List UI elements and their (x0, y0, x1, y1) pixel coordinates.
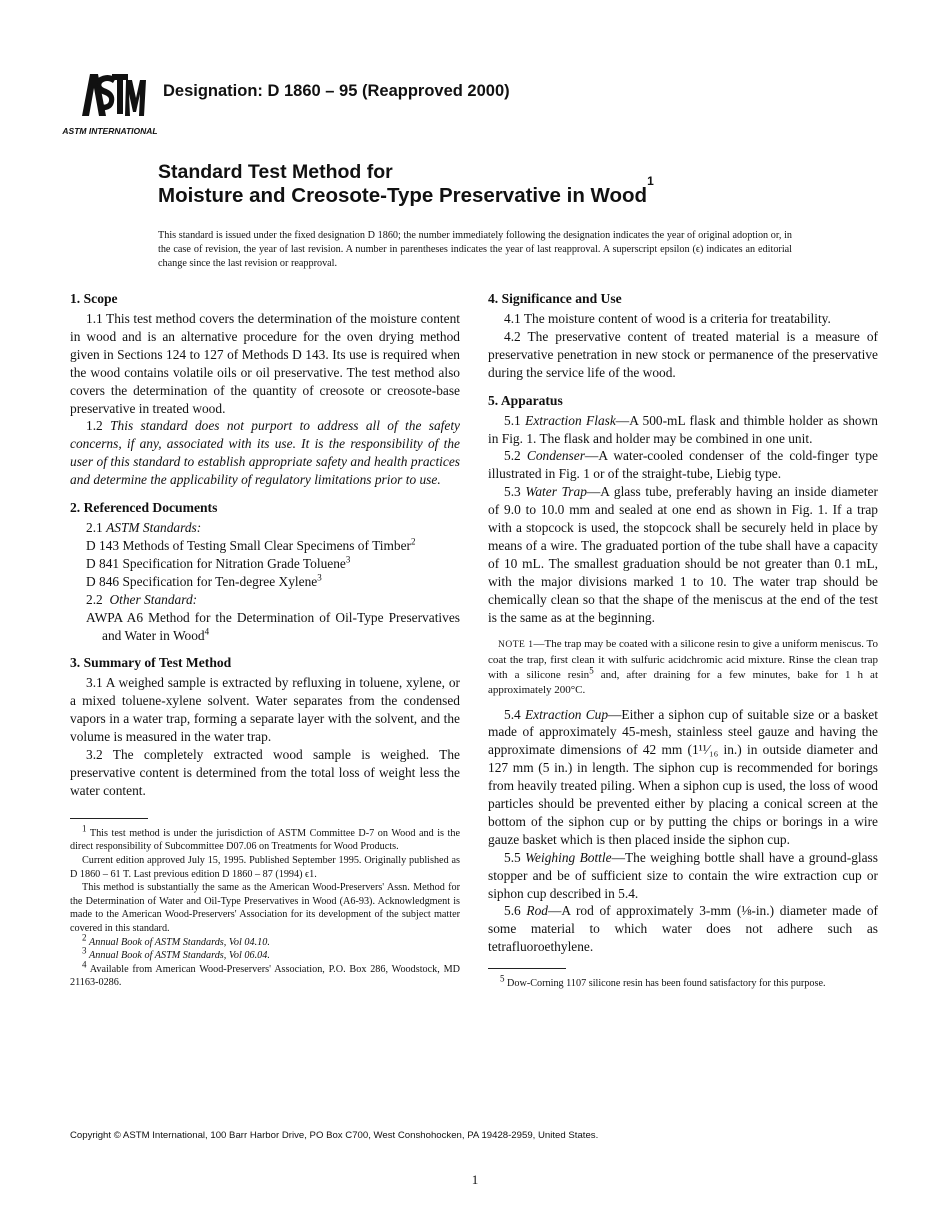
apparatus-5-5: 5.5 Weighing Bottle—The weighing bottle shall have a ground-glass stopper and be of sufficient size to contain the wire extraction cup or siphon cup described in 5.4. (488, 849, 878, 901)
footnote-1b: Current edition approved July 15, 1995. Published September 1995. Originally published as D 1860 – 61 T. Last previous edition D 1860 – 87 (1994) ϵ1. (70, 854, 460, 880)
apparatus-5-4: 5.4 Extraction Cup—Either a siphon cup of suitable size or a basket made of approximately 45-mesh, stainless steel gauze and having the approximate dimensions of 42 mm (1¹¹⁄₁₆ in.) in outside diameter and 127 mm (5 in.) in length. The siphon cup is recommended for borings from heavily treated piling. When a siphon cup is used, the loss of wood particles should be prevented either by placing a conical screen at the bottom of the siphon cup or by putting the chips or borings in a wire gauze basket which is then placed inside the siphon cup. (488, 706, 878, 847)
ref-awpa: AWPA A6 Method for the Determination of Oil-Type Preservatives and Water in Wood$^4$ (86, 609, 460, 643)
summary-heading: 3. Summary of Test Method (70, 655, 232, 671)
refdocs-astm-label: 2.1 ASTM Standards: (86, 520, 202, 536)
copyright-footer: Copyright © ASTM International, 100 Barr Harbor Drive, PO Box C700, West Conshohocken, PA 19428-2959, United States. (70, 1130, 599, 1141)
title-line-1: Standard Test Method for (158, 161, 393, 183)
designation: Designation: D 1860 – 95 (Reapproved 2000) (163, 82, 510, 100)
summary-p1: 3.1 A weighed sample is extracted by refluxing in toluene, xylene, or a mixed toluene-xylene solvent. Water separates from the condensed vapors in a water trap, forming a separate layer with the solvent, and the volume is measured in the water trap. (70, 675, 460, 745)
logo-wordmark: ASTM INTERNATIONAL (62, 126, 158, 136)
significance-p1: 4.1 The moisture content of wood is a criteria for treatability. (504, 311, 831, 326)
ref-d846: D 846 Specification for Ten-degree Xylene$^3$ (86, 572, 322, 589)
left-column (70, 290, 460, 990)
footnote-divider (70, 818, 148, 819)
apparatus-5-3: 5.3 Water Trap—A glass tube, preferably having an inside diameter of 9.0 to 10.0 mm and sealed at one end as shown in Fig. 1. If a trap with a stopcock is used, the stopcock shall be securely held in place by means of a wire. The graduated portion of the tube shall have a capacity of 10 mL. The smallest graduation should be not greater than 0.1 mL, with the major divisions marked 1 to 10. The water trap should be chemically clean so that the shape of the meniscus at the end of the test is the same as at the beginning. (488, 484, 878, 625)
section-significance (488, 290, 878, 382)
apparatus-5-6: 5.6 Rod—A rod of approximately 3-mm (⅛-in.) diameter made of some material to which water does not adhere such as tetrafluoroethylene. (488, 903, 878, 955)
significance-p2: 4.2 The preservative content of treated material is a measure of preservative penetration in new stock or permanence of the preservative during the service life of the wood. (488, 328, 878, 380)
footnote-1: $^1$ This test method is under the jurisdiction of ASTM Committee D-7 on Wood and is the direct responsibility of Subcommittee D07.06 on Treatments for Wood Products. (70, 823, 460, 853)
page-number: 1 (471, 1172, 479, 1187)
right-column (488, 290, 878, 991)
significance-heading: 4. Significance and Use (488, 291, 622, 306)
apparatus-heading: 5. Apparatus (488, 392, 563, 408)
footnote-divider-right (488, 968, 566, 969)
refdocs-heading: 2. Referenced Documents (70, 500, 218, 516)
title-footnote-mark: 1 (647, 174, 654, 188)
preamble: This standard is issued under the fixed designation D 1860; the number immediately following the designation indicates the year of original adoption or, in the case of revision, the year of last revision. A number in parentheses indicates the year of last reapproval. A superscript epsilon (ϵ) indicates an editorial change since the last revision or reapproval. (158, 230, 792, 270)
note-1: NOTE 1—The trap may be coated with a silicone resin to give a uniform meniscus. To coat the trap, first clean it with sulfuric acidchromic acid mixture. Rinse the clean trap with a silicone resin$^5$ and, after draining for a few minutes, bake for 1 h at approximately 200°C. (488, 637, 879, 696)
refdocs-other-label: 2.2 Other Standard: (86, 591, 198, 607)
apparatus-5-1: 5.1 Extraction Flask—A 500-mL flask and thimble holder as shown in Fig. 1. The flask and holder may be combined in one unit. (488, 412, 878, 446)
footnote-4: $^4$ Available from American Wood-Preservers' Association, P.O. Box 286, Woodstock, MD 21163-0286. (70, 959, 460, 989)
ref-d841: D 841 Specification for Nitration Grade Toluene$^3$ (86, 554, 351, 571)
astm-logo (62, 66, 158, 138)
footnote-1c: This method is substantially the same as the American Wood-Preservers' Assn. Method for the Determination of Water and Oil-Type Preservatives in Wood (A6-93). Acknowledgment is made to the American Wood-Preservers' Association for its development of the subject matter covered in this standard. (70, 882, 460, 934)
section-scope (70, 290, 460, 489)
document-title (158, 161, 878, 207)
section-referenced-documents (70, 499, 460, 644)
scope-p2: 1.2 This standard does not purport to address all of the safety concerns, if any, associated with its use. It is the responsibility of the user of this standard to establish appropriate safety and health practices and determine the applicability of regulatory limitations prior to use. (70, 418, 460, 488)
footnote-3: $^3$ Annual Book of ASTM Standards, Vol 06.04. (82, 945, 270, 962)
title-line-2: Moisture and Creosote-Type Preservative in Wood$^1$ (158, 174, 654, 207)
scope-p1: 1.1 This test method covers the determination of the moisture content in wood and is an alternative procedure for the oven drying method given in Sections 124 to 127 of Methods D 143. Its use is required when the wood contains volatile oils or oil preservative. The test method also covers the determination of the quantity of creosote or creosote-base preservative in treated wood. (70, 311, 460, 416)
scope-heading: 1. Scope (70, 291, 118, 306)
footnote-2: $^2$ Annual Book of ASTM Standards, Vol 04.10. (82, 932, 270, 948)
summary-p2: 3.2 The completely extracted wood sample is weighed. The preservative content is determined from the total loss of weight less the water content. (70, 747, 460, 798)
section-summary (70, 654, 460, 799)
section-apparatus (488, 392, 878, 957)
ref-d143: D 143 Methods of Testing Small Clear Specimens of Timber$^2$ (86, 536, 416, 553)
apparatus-5-2: 5.2 Condenser—A water-cooled condenser of the cold-finger type illustrated in Fig. 1 or of the straight-tube, Liebig type. (488, 448, 878, 482)
footnote-5: $^5$ Dow-Corning 1107 silicone resin has been found satisfactory for this purpose. (500, 973, 826, 990)
